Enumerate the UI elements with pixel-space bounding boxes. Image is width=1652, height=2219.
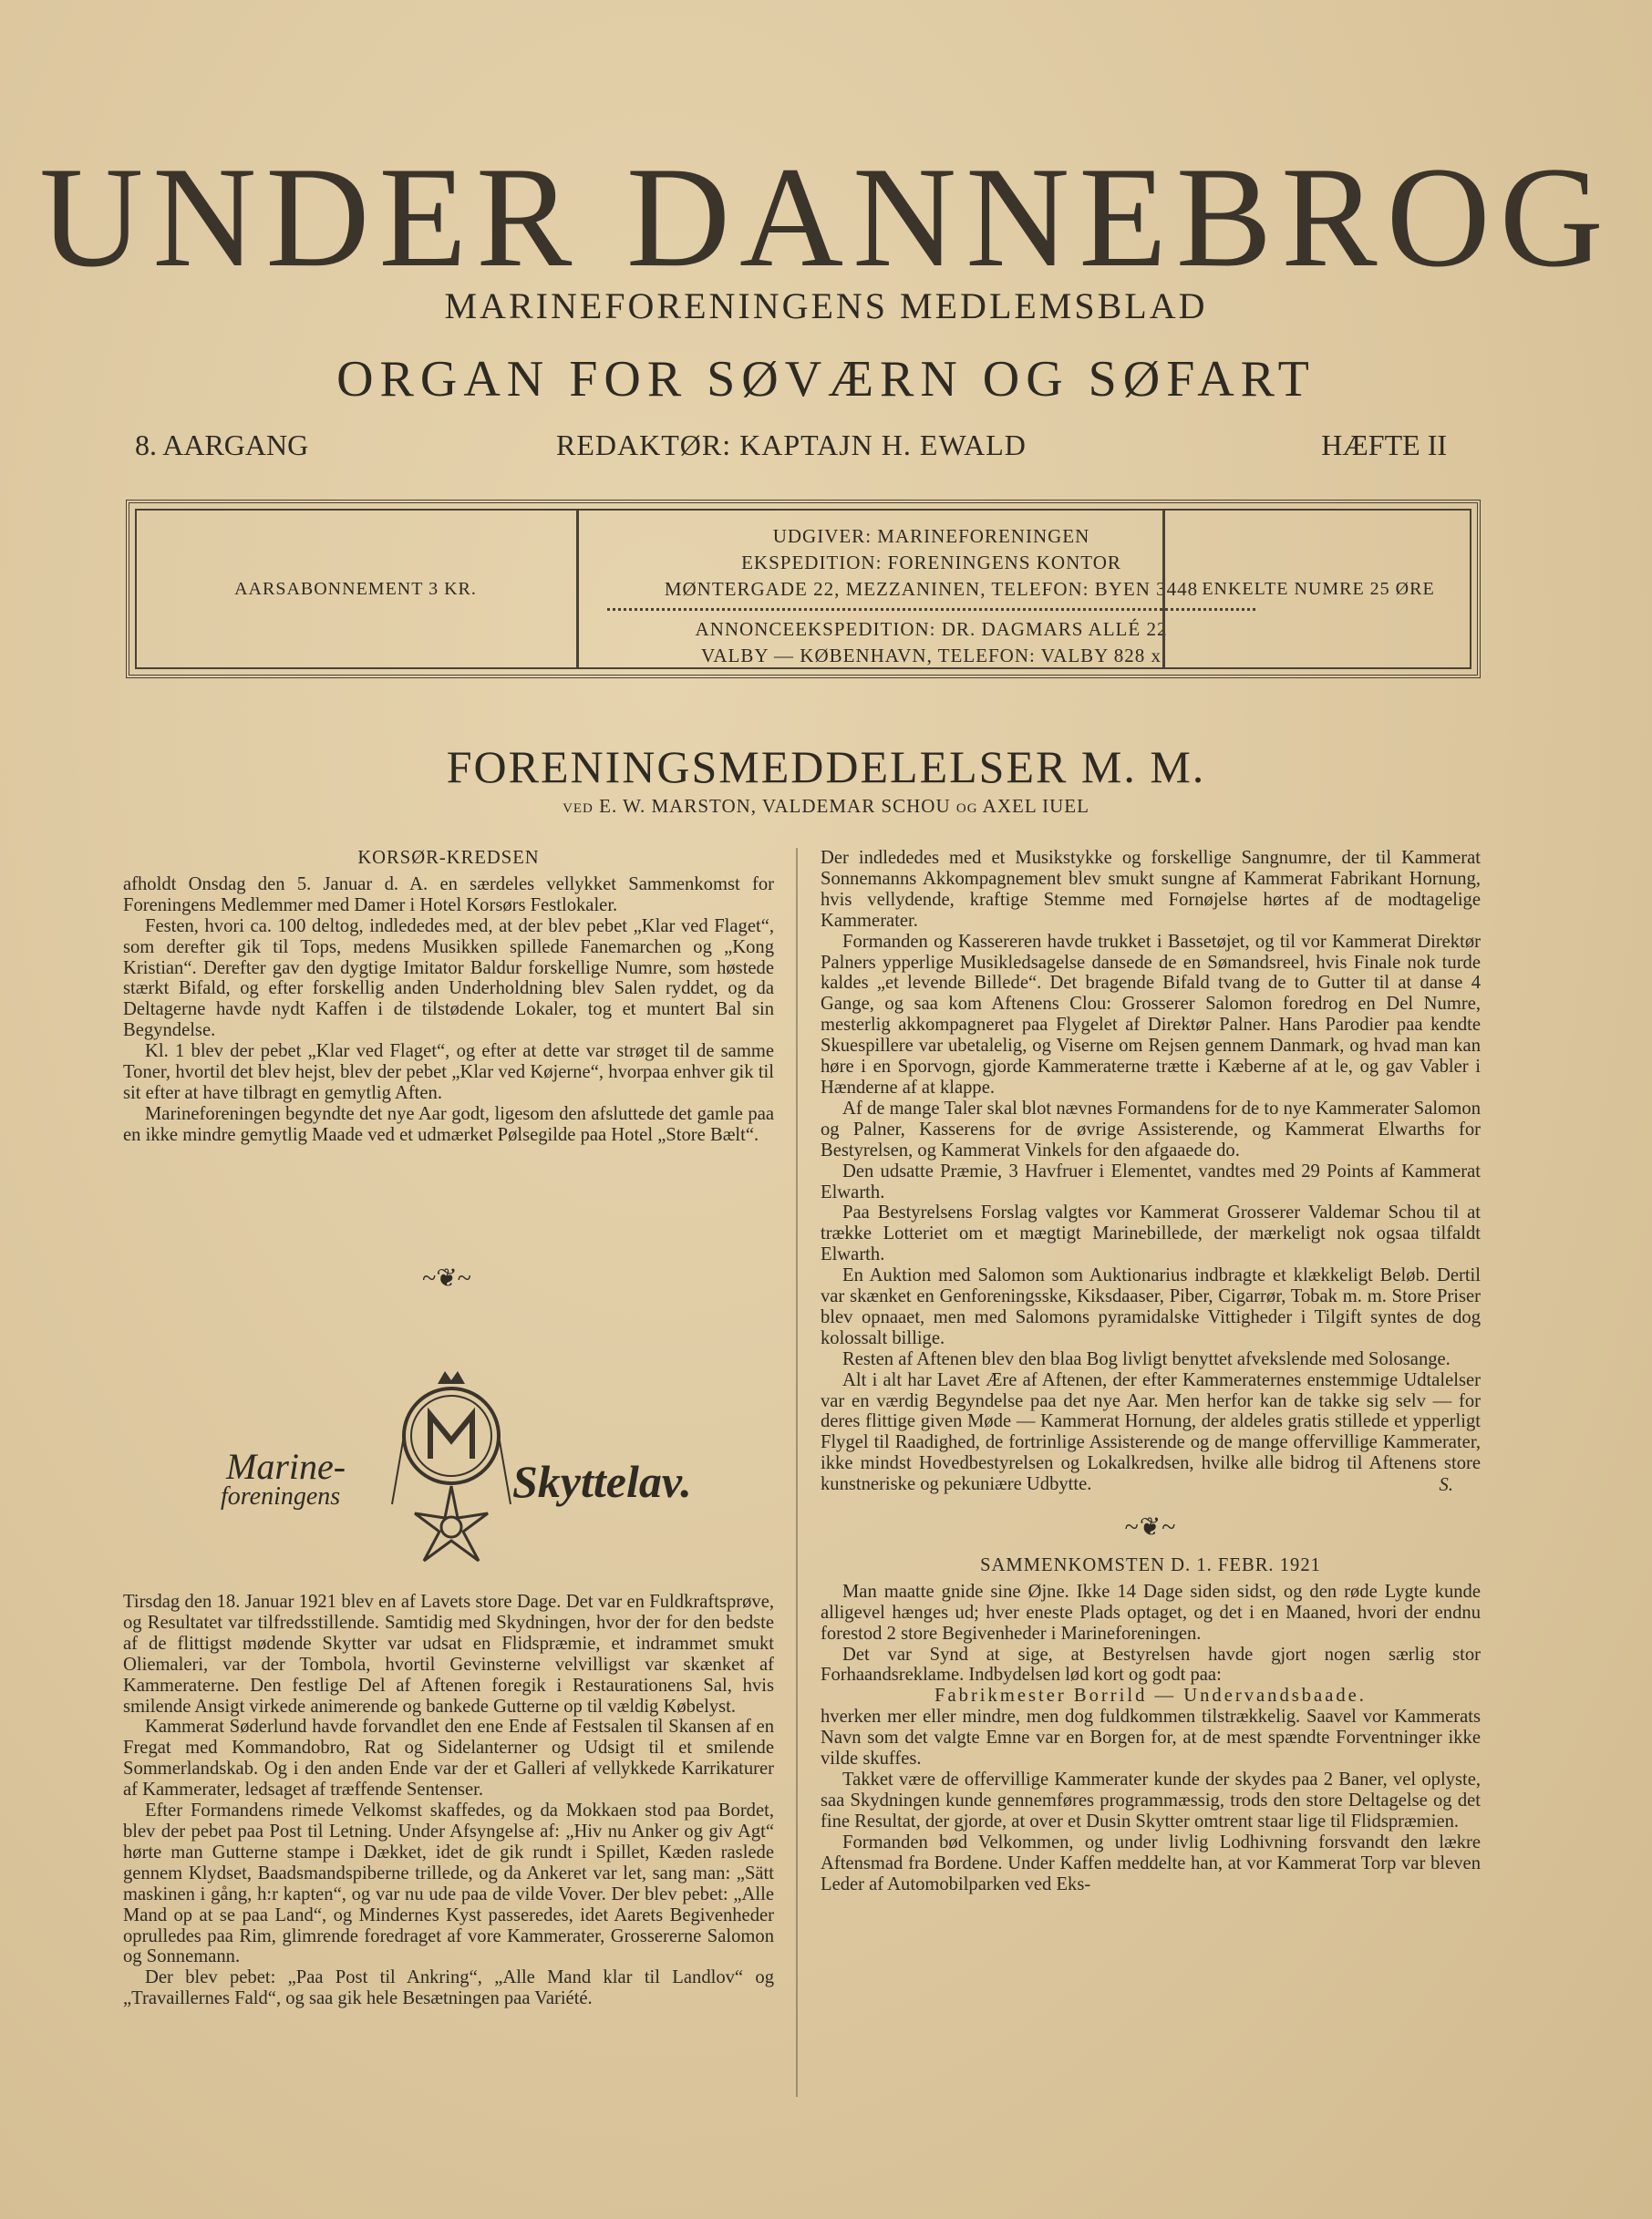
korsoer-article	[123, 848, 774, 1146]
paragraph: En Auktion med Salomon som Auktionarius indbragte et klækkeligt Beløb. Dertil var skænket en Genforeningsske, Kiksdaaser, Piber, Cigarrør, Tobak m. m. Store Priser blev opnaaet, men med Salomons pyramidalske Vittigheder i Tilgift syntes de dog kolossalt billige.	[821, 1265, 1481, 1348]
paragraph: Kl. 1 blev der pebet „Klar ved Flaget“, og efter at dette var strøget til de samme Toner, hvortil det blev hejst, blev der pebet „Klar ved Køjerne“, hvorpaa enhver gik til sit efter at have tilbragt en gemytlig Aften.	[123, 1041, 774, 1103]
paragraph: Resten af Aftenen blev den blaa Bog livligt benyttet afvekslende med Solosange.	[842, 1348, 1451, 1369]
paragraph: Af de mange Taler skal blot nævnes Formandens for de to nye Kammerater Salomon og Palner, Kasserens for de øvrige Assisterende, og Kammerat Elwarths for Bestyrelsen, og Kammerat Vinkels for den afgaaede do.	[821, 1098, 1481, 1161]
skyttelav-article	[123, 1592, 774, 2009]
paragraph: Kammerat Søderlund havde forvandlet den ene Ende af Festsalen til Skansen af en Fregat med Kommandobro, Rat og Sidelanterner og Udsigt til et smilende Sommerlandskab. Og i den anden Ende var der et Galleri af vellykkede Karrikaturer af Kammerater, ledsaget af træffende Sentenser.	[123, 1717, 774, 1801]
ornament-divider: ~❦~	[1124, 1513, 1177, 1542]
article-heading: KORSØR-KREDSEN	[357, 848, 540, 868]
paragraph: Den udsatte Præmie, 3 Havfruer i Elementet, vandtes med 29 Points af Kammerat Elwarth.	[821, 1161, 1481, 1202]
paragraph: Tirsdag den 18. Januar 1921 blev en af Lavets store Dage. Det var en Fuldkraftsprøve, og Resultatet var tilfredsstillende. Samtidig med Skydningen, hvor der for den bedste af de flittigst mødende Skytter var udsat en Flidspræmie, et indrammet smukt Oliemaleri, var der Tombola, hvortil Gevinsterne velvilligst var skænket af Kammeraterne. Den festlige Del af Aftenen foregik i Restaurationens Sal, hvis smilende Ansigt virkede animerende og bankede Gutterne op til vældig Købelyst.	[123, 1592, 774, 1717]
single-issue-price: ENKELTE NUMRE 25 ØRE	[1162, 509, 1471, 669]
issue-label: HÆFTE II	[1321, 428, 1447, 461]
paragraph: Man maatte gnide sine Øjne. Ikke 14 Dage siden sidst, og den røde Lygte kunde alligevel hænges ud; hver eneste Plads optaget, og det i en Maaned, hvori der endnu forestod 2 store Begivenheder i Marineforeningen.	[821, 1581, 1481, 1644]
skyttelav-logo	[219, 1358, 711, 1586]
subscription-price: AARSABONNEMENT 3 KR.	[135, 509, 579, 669]
editor-label: REDAKTØR: KAPTAJN H. EWALD	[556, 428, 1027, 461]
paragraph: Det var Synd at sige, at Bestyrelsen havde gjort nogen særlig stor Forhaandsreklame. Indbydelsen lød kort og godt paa:	[821, 1644, 1481, 1686]
paragraph: afholdt Onsdag den 5. Januar d. A. en særdeles vellykket Sammenkomst for Foreningens Medlemmer med Damer i Hotel Korsørs Festlokaler.	[123, 873, 774, 915]
paragraph: Efter Formandens rimede Velkomst skaffedes, og da Mokkaen stod paa Bordet, blev der pebet paa Post til Letning. Under Afsyngelse af: „Hiv nu Anker og giv Agt“ hørte man Gutterne stampe i Dækket, idet de gik rundt i Spillet, Kæden raslede gennem Klydset, Baadsmandspiberne trillede, og da Ankeret var let, sang man: „Sätt maskinen i gång, h:r kapten“, og var nu ude paa de vilde Vover. Der blev pebet: „Alle Mand op at se paa Land“, og Mindernes Kyst passeredes, idet Aarets Begivenheder oprulledes paa Rim, glimrende foredraget af vore Kammerater, Grossererne Salomon og Sonnemann.	[123, 1801, 774, 1967]
article-heading: SAMMENKOMSTEN D. 1. FEBR. 1921	[980, 1554, 1321, 1575]
advert-address-line: VALBY — KØBENHAVN, TELEFON: VALBY 828 x	[700, 645, 1162, 666]
logo-text-right: Skyttelav.	[512, 1456, 692, 1507]
section-byline: VED E. W. MARSTON, VALDEMAR SCHOU OG AXEL IUEL	[563, 795, 1089, 817]
masthead-organ: ORGAN FOR SØVÆRN OG SØFART	[336, 351, 1316, 408]
masthead-title: UNDER DANNEBROG	[39, 138, 1613, 297]
ornament-divider: ~❦~	[422, 1264, 471, 1293]
expedition-line: EKSPEDITION: FORENINGENS KONTOR	[741, 552, 1121, 573]
paragraph: Alt i alt har Lavet Ære af Aftenen, der efter Kammeraternes enstemmige Udtalelser var en værdig Begyndelse paa det nye Aar. Men herfor kan de takke sig selv — for deres flittige given Møde — Kammerat Hornung, der aldeles gratis stillede et ypperligt Flygel til Raadighed, de fortrinlige Assisterende og de mange offervillige Kammerater, ikke mindst Hovedbestyrelsen og Lokalkredsen, hvilke alle bidrog til Aftenens store kunstneriske og pekuniære Udbytte.	[821, 1369, 1481, 1495]
column-divider	[796, 848, 798, 2097]
advert-line: ANNONCEEKSPEDITION: DR. DAGMARS ALLÉ 22	[695, 618, 1168, 640]
paragraph: Paa Bestyrelsens Forslag valgtes vor Kammerat Grosserer Valdemar Schou til at trække Lotteriet om et mægtigt Marinebillede, der mærkeligt nok ogsaa tilfaldt Elwarth.	[821, 1202, 1481, 1265]
right-column	[821, 848, 1481, 1894]
paragraph: Formanden og Kassereren havde trukket i Bassetøjet, og til vor Kammerat Direktør Palners ypperlige Musikledsagelse dansede de en Sømandsreel, hvis Finale nok turde kaldes „et levende Billede“. Det bragende Bifald tvang de to Gutter til at danse 4 Gange, og saa kom Aftenens Clou: Grosserer Salomon foredrog en Del Numre, mesterlig akkompagneret paa Flygelet af Direktør Palner. Hans Parodier paa kendte Skuespillere var ubetalelig, og Viserne om Rejsen gennem Danmark, og hvad man kan høre i en Sporvogn, gjorde Kammeraterne trætte i Kæberne af at le, og gav Vabler i Hænderne af at klappe.	[821, 931, 1481, 1098]
address-line: MØNTERGADE 22, MEZZANINEN, TELEFON: BYEN 3448	[664, 578, 1199, 600]
paragraph: Der indlededes med et Musikstykke og forskellige Sangnumre, der til Kammerat Sonnemanns Akkompagnement blev smukt sungne af Kammerat Fabrikant Hornung, hvis vellydende, kraftige Stemme med Fornøjelse hørtes af de modtagelige Kammerater.	[821, 848, 1481, 931]
dotted-divider	[607, 608, 1255, 611]
publisher-line: UDGIVER: MARINEFORENINGEN	[772, 525, 1090, 547]
volume-label: 8. AARGANG	[135, 428, 309, 461]
publisher-info-box	[126, 500, 1481, 678]
paragraph: Formanden bød Velkommen, og under livlig Lodhivning forsvandt den lækre Aftensmad fra Bordene. Under Kaffen meddelte han, at vor Kammerat Torp var bleven Leder af Automobilparken ved Eks-	[821, 1832, 1481, 1894]
logo-text-left1: Marine-	[226, 1446, 346, 1487]
section-title: FORENINGSMEDDELELSER M. M.	[446, 741, 1206, 792]
paragraph: Marineforeningen begyndte det nye Aar godt, ligesom den afsluttede det gamle paa en ikke mindre gemytlig Maade ved et udmærket Pølsegilde paa Hotel „Store Bælt“.	[123, 1103, 774, 1145]
logo-text-left2: foreningens	[221, 1482, 341, 1511]
center-line: Fabrikmester Borrild — Undervandsbaade.	[934, 1686, 1367, 1707]
signature: S.	[1439, 1475, 1453, 1496]
paragraph: Der blev pebet: „Paa Post til Ankring“, „Alle Mand klar til Landlov“ og „Travaillernes Fald“, og saa gik hele Besætningen paa Variété.	[123, 1967, 774, 2009]
paragraph: hverken mer eller mindre, men dog fuldkommen tilstrækkelig. Saavel vor Kammerats Navn som det valgte Emne var en Borgen for, at de mest spændte Forventninger ikke vilde skuffes.	[821, 1707, 1481, 1770]
masthead-subtitle: MARINEFORENINGENS MEDLEMSBLAD	[444, 285, 1208, 326]
paragraph: Takket være de offervillige Kammerater kunde der skydes paa 2 Baner, vel oplyste, saa Skydningen kunde gennemføres programmæssig, trods den store Deltagelse og det fine Resultat, der gjorde, at over et Dusin Skytter omtrent staar lige til Flidspræmien.	[821, 1769, 1481, 1832]
paragraph: Festen, hvori ca. 100 deltog, indlededes med, at der blev pebet „Klar ved Flaget“, som derefter gik til Tops, medens Musikken spillede Fanemarchen og „Kong Kristian“. Derefter gav den dygtige Imitator Baldur forskellige Numre, som høstede stærkt Bifald, og efter forskellig anden Underholdning blev Salen ryddet, og da Deltagerne havde nydt Kaffen i de tilstødende Lokaler, tog et muntert Bal sin Begyndelse.	[123, 915, 774, 1041]
